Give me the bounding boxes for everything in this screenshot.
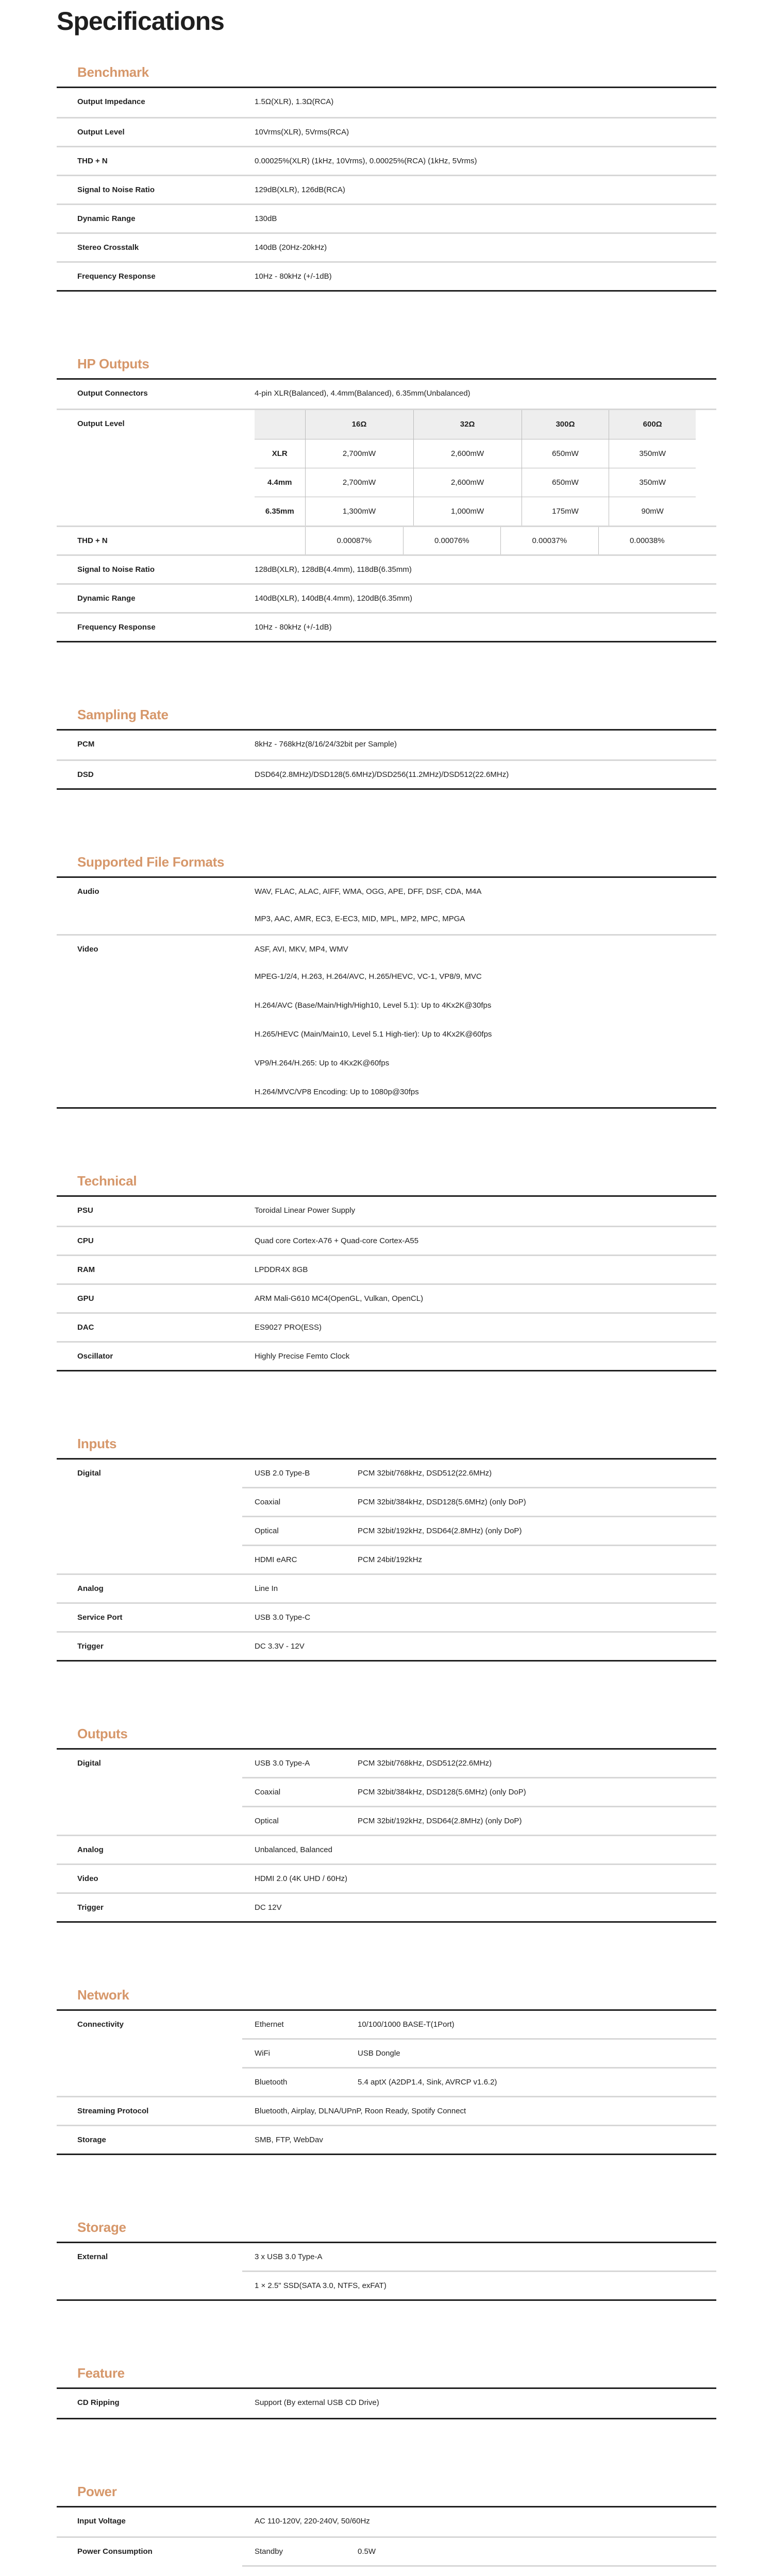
spec-value-line: WAV, FLAC, ALAC, AIFF, WMA, OGG, APE, DFF, DSF, CDA, M4A [255, 887, 482, 896]
spec-value: LPDDR4X 8GB [255, 1265, 308, 1274]
spec-value: Highly Precise Femto Clock [255, 1352, 350, 1361]
spec-values [255, 556, 716, 583]
spec-label: Dynamic Range [77, 594, 136, 603]
spec-label: Dynamic Range [77, 214, 136, 223]
spec-values [255, 1865, 716, 1892]
spec-values [255, 1285, 716, 1312]
spec-value: 10Hz - 80kHz (+/-1dB) [255, 623, 332, 632]
spec-values [255, 147, 716, 175]
section-heading: Benchmark [77, 64, 149, 80]
spec-value: 1.5Ω(XLR), 1.3Ω(RCA) [255, 97, 334, 106]
spec-sub-value [358, 2567, 716, 2576]
spec-value: AC 110-120V, 220-240V, 50/60Hz [255, 2517, 370, 2526]
section-heading: Supported File Formats [77, 854, 225, 870]
spec-sub-value: 0.5W [358, 2547, 376, 2556]
spec-row [57, 1892, 716, 1921]
spec-table [57, 1195, 716, 1371]
section-feature [57, 2359, 716, 2419]
page-title: Specifications [57, 7, 224, 36]
spec-values [255, 2097, 716, 2125]
spec-sub-label: WiFi [255, 2049, 270, 2058]
section-heading: Sampling Rate [77, 707, 169, 722]
spec-row [57, 1573, 716, 1602]
spec-sub-row [242, 1750, 716, 1777]
thd-cell: 0.00087% [305, 527, 403, 554]
spec-value: Quad core Cortex-A76 + Quad-core Cortex-A55 [255, 1236, 419, 1245]
matrix-col-header: 300Ω [522, 410, 609, 439]
spec-value-line: 3 x USB 3.0 Type-A [255, 2252, 323, 2261]
thd-cell: 0.00037% [500, 527, 598, 554]
spec-sub-label: Optical [255, 1527, 279, 1535]
spec-row [57, 731, 716, 759]
spec-label: GPU [77, 1294, 94, 1303]
spec-row [57, 1460, 716, 1573]
spec-label: Signal to Noise Ratio [77, 185, 155, 194]
spec-sub-value: PCM 32bit/384kHz, DSD128(5.6MHz) (only DoP) [358, 1788, 526, 1797]
spec-label: THD + N [77, 536, 108, 545]
spec-value: ES9027 PRO(ESS) [255, 1323, 322, 1332]
spec-label: DAC [77, 1323, 94, 1332]
spec-row [57, 146, 716, 175]
matrix-cell: 650mW [522, 439, 609, 468]
spec-values [255, 1894, 716, 1921]
spec-row [57, 2125, 716, 2154]
spec-row [57, 759, 716, 788]
matrix-row-header: 4.4mm [255, 468, 305, 497]
matrix-row-header: 6.35mm [265, 506, 294, 516]
spec-table [57, 1458, 716, 1662]
spec-table [57, 729, 716, 790]
spec-row [57, 2243, 716, 2299]
spec-label: Frequency Response [77, 623, 156, 632]
spec-sub-label: USB 2.0 Type-B [255, 1469, 310, 1478]
spec-value: Support (By external USB CD Drive) [255, 2398, 379, 2407]
spec-row [57, 2536, 716, 2576]
spec-value: 10Hz - 80kHz (+/-1dB) [255, 272, 332, 281]
spec-row [57, 2389, 716, 2418]
spec-sub-value: PCM 32bit/192kHz, DSD64(2.8MHz) (only DoP) [358, 1527, 522, 1535]
matrix-cell: 2,700mW [305, 468, 413, 497]
spec-sub-rows [242, 1750, 716, 1835]
section-heading: Network [77, 1987, 129, 2003]
spec-row [57, 878, 716, 934]
section-hp-outputs [57, 349, 716, 642]
spec-values [255, 585, 716, 612]
spec-values [255, 761, 716, 788]
spec-sub-label: HDMI eARC [255, 1555, 297, 1564]
spec-values [255, 1633, 716, 1660]
spec-table [57, 2506, 716, 2576]
spec-sub-row [242, 2565, 716, 2576]
spec-sub-label: Standby [255, 2547, 283, 2556]
spec-label: Oscillator [77, 1352, 113, 1361]
matrix-col-header: 32Ω [413, 410, 522, 439]
spec-sub-value: PCM 32bit/768kHz, DSD512(22.6MHz) [358, 1469, 492, 1478]
spec-value: Toroidal Linear Power Supply [255, 1206, 356, 1215]
spec-table [57, 2242, 716, 2301]
spec-sub-row [242, 1806, 716, 1835]
thd-n-row [57, 526, 716, 554]
spec-value-line: MPEG-1/2/4, H.263, H.264/AVC, H.265/HEVC, VC-1, VP8/9, MVC [255, 972, 482, 981]
spec-value-line: H.265/HEVC (Main/Main10, Level 5.1 High-tier): Up to 4Kx2K@60fps [255, 1030, 492, 1039]
matrix-cell: 2,600mW [413, 439, 522, 468]
spec-sub-value: 10/100/1000 BASE-T(1Port) [358, 2020, 455, 2029]
spec-value: 140dB (20Hz-20kHz) [255, 243, 327, 252]
spec-value-line: VP9/H.264/H.265: Up to 4Kx2K@60fps [255, 1059, 390, 1067]
section-file-formats [57, 848, 716, 1109]
section-sampling-rate [57, 700, 716, 790]
spec-row [57, 117, 716, 146]
spec-sub-value: PCM 32bit/768kHz, DSD512(22.6MHz) [358, 1759, 492, 1768]
spec-values [255, 1314, 716, 1341]
spec-row [57, 232, 716, 261]
spec-sub-rows [242, 1460, 716, 1573]
spec-label: Audio [77, 887, 99, 896]
section-benchmark [57, 58, 716, 292]
spec-row [57, 204, 716, 232]
spec-label: Analog [77, 1584, 104, 1593]
section-technical [57, 1166, 716, 1371]
spec-label: Streaming Protocol [77, 2107, 149, 2115]
spec-row [57, 1283, 716, 1312]
section-storage [57, 2213, 716, 2301]
spec-row [57, 1312, 716, 1341]
spec-row [57, 583, 716, 612]
spec-value-line: MP3, AAC, AMR, EC3, E-EC3, MID, MPL, MP2, MPC, MPGA [255, 914, 465, 923]
spec-sub-label: USB 3.0 Type-A [255, 1759, 310, 1768]
spec-sub-rows [242, 2243, 716, 2299]
spec-sub-value: PCM 32bit/192kHz, DSD64(2.8MHz) (only DoP) [358, 1817, 522, 1825]
matrix-col-header: 16Ω [305, 410, 413, 439]
spec-row [57, 1255, 716, 1283]
spec-label: Storage [77, 2136, 106, 2144]
spec-value: ARM Mali-G610 MC4(OpenGL, Vulkan, OpenCL) [255, 1294, 424, 1303]
matrix-col-header: 600Ω [609, 410, 696, 439]
spec-values [255, 1197, 716, 1226]
spec-label: Analog [77, 1845, 104, 1854]
spec-value: 129dB(XLR), 126dB(RCA) [255, 185, 345, 194]
spec-sub-row [242, 2538, 716, 2565]
spec-table [57, 2387, 716, 2419]
spec-sub-label [242, 2567, 358, 2576]
spec-label: Output Level [77, 419, 125, 428]
spec-sub-label: Optical [255, 1817, 279, 1825]
matrix-row [255, 468, 696, 497]
matrix-cell: 175mW [522, 497, 609, 526]
matrix-cell: 2,600mW [413, 468, 522, 497]
matrix-row-header: XLR [255, 439, 305, 468]
spec-sub-label: Bluetooth [255, 2078, 288, 2087]
spec-row [57, 175, 716, 204]
spec-sub-row [242, 2270, 716, 2299]
matrix-cell: 350mW [609, 468, 696, 497]
spec-value-line: 1 × 2.5" SSD(SATA 3.0, NTFS, exFAT) [255, 2281, 386, 2290]
spec-label: Digital [77, 1469, 101, 1478]
spec-label: RAM [77, 1265, 95, 1274]
section-heading: Outputs [77, 1726, 128, 1741]
spec-row [57, 1197, 716, 1226]
spec-sub-row [242, 2011, 716, 2038]
spec-row [57, 88, 716, 117]
spec-values [255, 263, 716, 290]
spec-value: HDMI 2.0 (4K UHD / 60Hz) [255, 1874, 348, 1883]
spec-values [255, 1256, 716, 1283]
spec-values [255, 1227, 716, 1255]
spec-sub-row [242, 1545, 716, 1573]
spec-sub-row [242, 1777, 716, 1806]
spec-table [57, 2009, 716, 2155]
section-outputs [57, 1719, 716, 1923]
spec-row [57, 1835, 716, 1863]
spec-sub-row [242, 2038, 716, 2067]
spec-sub-rows [242, 2538, 716, 2576]
spec-label: PCM [77, 740, 95, 749]
spec-row [57, 554, 716, 583]
section-heading: Power [77, 2484, 117, 2499]
section-inputs [57, 1429, 716, 1662]
matrix-row [255, 497, 696, 526]
spec-label: CD Ripping [77, 2398, 120, 2407]
spec-table [57, 87, 716, 292]
spec-values [255, 118, 716, 146]
spec-value-line: H.264/MVC/VP8 Encoding: Up to 1080p@30fps [255, 1088, 419, 1096]
spec-table [57, 876, 716, 1109]
spec-label: Trigger [77, 1642, 104, 1651]
matrix-cell: 1,000mW [413, 497, 522, 526]
spec-value: USB 3.0 Type-C [255, 1613, 311, 1622]
matrix-cell: 2,700mW [305, 439, 413, 468]
spec-sub-row [242, 1516, 716, 1545]
spec-sub-value: 5.4 aptX (A2DP1.4, Sink, AVRCP v1.6.2) [358, 2078, 497, 2087]
section-heading: Technical [77, 1173, 137, 1189]
spec-sub-row [242, 1460, 716, 1487]
spec-value: DC 3.3V - 12V [255, 1642, 305, 1651]
spec-label: THD + N [77, 157, 108, 165]
spec-sub-label: Coaxial [255, 1788, 281, 1797]
output-level-row [57, 409, 716, 526]
spec-value: DSD64(2.8MHz)/DSD128(5.6MHz)/DSD256(11.2MHz)/DSD512(22.6MHz) [255, 770, 509, 779]
spec-sub-rows [242, 2011, 716, 2096]
matrix-cell: 650mW [522, 468, 609, 497]
spec-values [255, 88, 716, 117]
spec-row [57, 1602, 716, 1631]
spec-sub-label: Coaxial [255, 1498, 281, 1506]
spec-label: CPU [77, 1236, 94, 1245]
spec-value: DC 12V [255, 1903, 282, 1912]
spec-row [57, 1750, 716, 1835]
section-heading: HP Outputs [77, 356, 149, 371]
spec-row [57, 934, 716, 1107]
spec-value: Line In [255, 1584, 278, 1593]
matrix-cell: 350mW [609, 439, 696, 468]
spec-values [255, 1604, 716, 1631]
spec-values [255, 2389, 716, 2418]
spec-label: Output Connectors [77, 389, 148, 398]
spec-value: Unbalanced, Balanced [255, 1845, 332, 1854]
spec-sub-value: PCM 24bit/192kHz [358, 1555, 423, 1564]
spec-sub-row [242, 2067, 716, 2096]
spec-value: 130dB [255, 214, 277, 223]
spec-values [255, 205, 716, 232]
spec-sub-label: Ethernet [255, 2020, 284, 2029]
section-network [57, 1980, 716, 2155]
spec-label: Power Consumption [77, 2547, 153, 2556]
spec-sub-row [242, 2243, 716, 2270]
specifications-page [57, 0, 716, 2576]
spec-label: Service Port [77, 1613, 123, 1622]
thd-cell: 0.00076% [403, 527, 501, 554]
spec-row [57, 1341, 716, 1370]
spec-label: Signal to Noise Ratio [77, 565, 155, 574]
spec-label: Video [77, 945, 98, 954]
spec-value: 128dB(XLR), 128dB(4.4mm), 118dB(6.35mm) [255, 565, 412, 574]
spec-sub-row [242, 1487, 716, 1516]
spec-row [57, 380, 716, 409]
section-power [57, 2477, 716, 2576]
spec-table [57, 378, 716, 642]
spec-values [255, 614, 716, 641]
thd-cell: 0.00038% [598, 527, 696, 554]
spec-row [57, 612, 716, 641]
spec-values [255, 2126, 716, 2154]
spec-sub-value: PCM 32bit/384kHz, DSD128(5.6MHz) (only DoP) [358, 1498, 526, 1506]
spec-values [255, 1343, 716, 1370]
spec-value-line: ASF, AVI, MKV, MP4, WMV [255, 945, 348, 954]
spec-row [57, 2507, 716, 2536]
section-heading: Feature [77, 2365, 125, 2381]
spec-row [57, 1631, 716, 1660]
section-heading: Inputs [77, 1436, 117, 1451]
spec-values [255, 936, 716, 1107]
spec-label: Stereo Crosstalk [77, 243, 139, 252]
matrix-header-row [255, 410, 696, 439]
output-level-matrix [255, 410, 696, 526]
spec-value: 8kHz - 768kHz(8/16/24/32bit per Sample) [255, 740, 397, 749]
spec-values [255, 234, 716, 261]
spec-label: Trigger [77, 1903, 104, 1912]
spec-value: Bluetooth, Airplay, DLNA/UPnP, Roon Ready, Spotify Connect [255, 2107, 466, 2115]
spec-values [255, 731, 716, 759]
spec-value: 10Vrms(XLR), 5Vrms(RCA) [255, 128, 349, 137]
spec-label: Digital [77, 1759, 101, 1768]
spec-values [255, 1575, 716, 1602]
spec-label: External [77, 2252, 108, 2261]
spec-value-line: H.264/AVC (Base/Main/High/High10, Level 5.1): Up to 4Kx2K@30fps [255, 1001, 492, 1010]
matrix-cell: 90mW [609, 497, 696, 526]
spec-value: 0.00025%(XLR) (1kHz, 10Vrms), 0.00025%(RCA) (1kHz, 5Vrms) [255, 157, 477, 165]
spec-label: DSD [77, 770, 94, 779]
spec-label: Input Voltage [77, 2517, 126, 2526]
spec-label: Output Impedance [77, 97, 145, 106]
matrix-cell: 1,300mW [305, 497, 413, 526]
spec-values [255, 176, 716, 204]
spec-row [57, 1226, 716, 1255]
spec-label: Frequency Response [77, 272, 156, 281]
spec-row [57, 261, 716, 290]
spec-label: Video [77, 1874, 98, 1883]
spec-label: Connectivity [77, 2020, 124, 2029]
spec-values [255, 1836, 716, 1863]
spec-row [57, 1863, 716, 1892]
spec-value: 140dB(XLR), 140dB(4.4mm), 120dB(6.35mm) [255, 594, 412, 603]
spec-sub-value: USB Dongle [358, 2049, 400, 2058]
spec-values [255, 878, 716, 934]
spec-value: SMB, FTP, WebDav [255, 2136, 323, 2144]
matrix-corner [255, 410, 305, 439]
spec-value: 4-pin XLR(Balanced), 4.4mm(Balanced), 6.35mm(Unbalanced) [255, 389, 470, 398]
spec-row [57, 2096, 716, 2125]
spec-label: PSU [77, 1206, 93, 1215]
spec-label: Output Level [77, 128, 125, 137]
section-heading: Storage [77, 2219, 126, 2235]
spec-row [57, 2011, 716, 2096]
matrix-row [255, 439, 696, 468]
spec-table [57, 1748, 716, 1923]
